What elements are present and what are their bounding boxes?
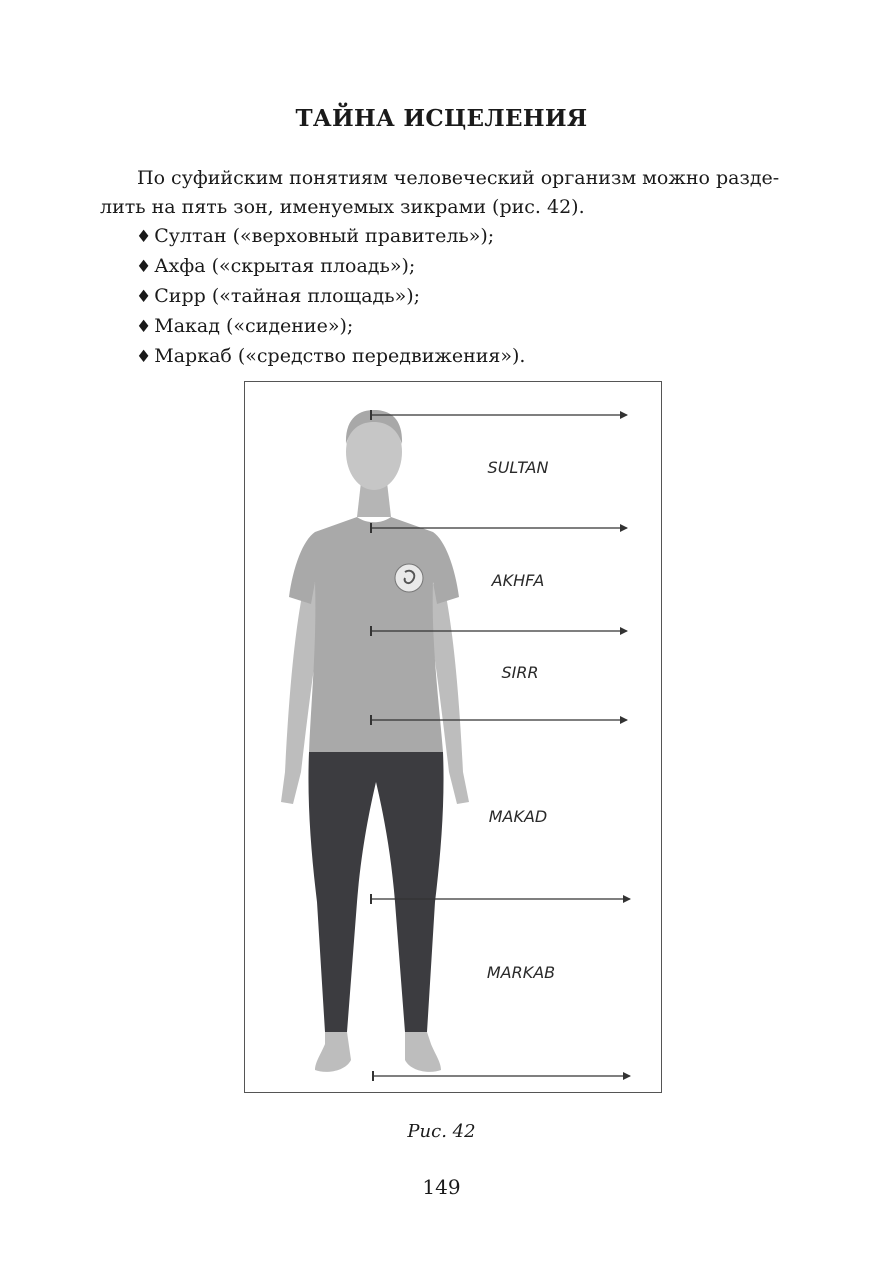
intro-paragraph xyxy=(100,164,800,222)
diamond-bullet-icon: ♦ xyxy=(136,257,152,277)
intro-line-1: По суфийским понятиям человеческий организм можно разде- xyxy=(137,167,780,189)
diamond-bullet-icon: ♦ xyxy=(136,317,152,337)
list-item-text: Султан («верховный правитель»); xyxy=(154,225,495,247)
body-zones-illustration xyxy=(245,382,663,1094)
right-foot xyxy=(405,1032,441,1072)
page-number: 149 xyxy=(422,1175,461,1199)
zone-list xyxy=(136,222,525,372)
list-item xyxy=(136,282,525,312)
leggings xyxy=(308,752,443,1032)
list-item-text: Сирр («тайная площадь»); xyxy=(154,285,421,307)
list-item xyxy=(136,312,525,342)
list-item xyxy=(136,222,525,252)
diamond-bullet-icon: ♦ xyxy=(136,287,152,307)
zone-label-markab: MARKAB xyxy=(486,963,556,982)
zone-label-makad: MAKAD xyxy=(488,807,548,826)
zone-label-sirr: SIRR xyxy=(501,663,539,682)
list-item-text: Макад («сидение»); xyxy=(154,315,354,337)
zone-label-sultan: SULTAN xyxy=(487,458,549,477)
zone-label-akhfa: AKHFA xyxy=(491,571,545,590)
list-item-text: Ахфа («скрытая плоадь»); xyxy=(154,255,416,277)
page-title: ТАЙНА ИСЦЕЛЕНИЯ xyxy=(295,105,588,132)
figure-caption: Рис. 42 xyxy=(407,1121,476,1142)
diamond-bullet-icon: ♦ xyxy=(136,227,152,247)
diamond-bullet-icon: ♦ xyxy=(136,347,152,367)
intro-line-2: лить на пять зон, именуемых зикрами (рис. 42). xyxy=(100,196,585,218)
list-item xyxy=(136,342,525,372)
list-item xyxy=(136,252,525,282)
list-item-text: Маркаб («средство передвижения»). xyxy=(154,345,526,367)
body-zones-figure xyxy=(244,381,662,1093)
shirt-logo-icon xyxy=(395,564,423,592)
left-foot xyxy=(315,1032,351,1072)
human-figure xyxy=(281,410,469,1072)
